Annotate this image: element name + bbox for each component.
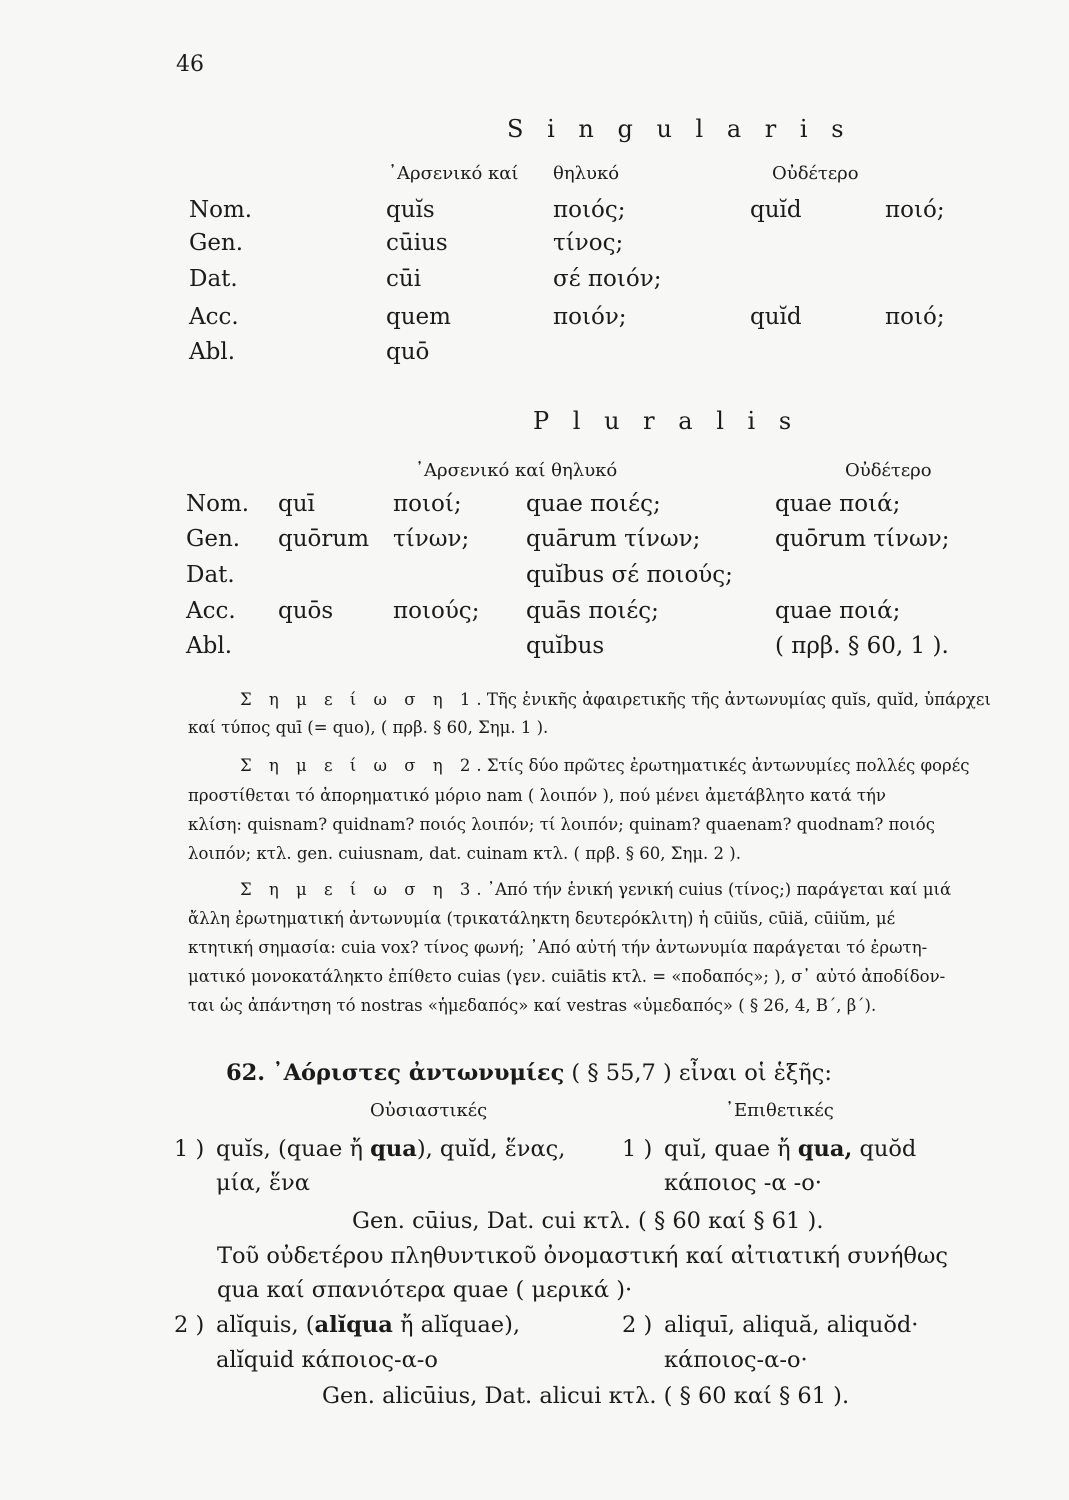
note-2-line: λοιπόν; κτλ. gen. cuiusnam, dat. cuinam κτλ. ( πρβ. § 60, Σημ. 2 ). [188,844,741,863]
greek-form: ποιόν; [553,304,627,330]
pluralis-heading: P l u r a l i s [533,407,800,435]
neut-form: ( πρβ. § 60, 1 ). [775,633,949,659]
neut-latin-form: quĭd [750,197,802,223]
singularis-col-neut: Οὐδέτερο [772,163,859,184]
latin-form: cūius [386,230,448,256]
note-1-text: . Τῆς ἑνικῆς ἀφαιρετικῆς τῆς ἀντωνυμίας quĭs, quĭd, ὑπάρχει [476,690,991,709]
note-3-line: ματικό μονοκατάληκτο ἐπίθετο cuias (γεν. cuiātis κτλ. = «ποδαπός»; ), σ᾿ αὐτό ἀποδίδον- [188,967,946,986]
latin-form: cūi [386,266,422,292]
page-number: 46 [176,52,204,77]
item-text: alĭquid κάποιος-α-ο [216,1347,438,1373]
item-text: quĭ, quae ἤ qua, quŏd [664,1136,917,1162]
case-label: Acc. [186,598,236,624]
section-ref: ( § 55,7 ) εἶναι οἱ ἑξῆς: [571,1060,832,1086]
note-2-label: Σ η μ ε ί ω σ η 2 [240,756,477,775]
note-2-line: κλίση: quisnam? quidnam? ποιός λοιπόν; τί λοιπόν; quinam? quaenam? quodnam? ποιός [188,815,935,834]
neut-form: quae ποιά; [775,598,901,624]
neut-form: quae ποιά; [775,491,901,517]
case-label: Acc. [189,304,239,330]
item-number: 1 ) [622,1136,653,1162]
item-number: 2 ) [622,1312,653,1338]
item-number: 2 ) [174,1312,205,1338]
pluralis-col-masc-fem: ᾿Αρσενικό καί θηλυκό [415,460,618,481]
item-text: alĭquis, (alĭqua ἤ alĭquae), [216,1312,521,1338]
fem-form: quĭbus [526,633,605,659]
case-label: Dat. [186,562,235,588]
latin-form: quem [386,304,451,330]
item-number: 1 ) [174,1136,205,1162]
latin-form: quĭs [386,197,435,223]
neut-latin-form: quĭd [750,304,802,330]
neut-greek-form: ποιό; [885,197,945,223]
item-text: μία, ἕνα [216,1170,310,1196]
case-label: Abl. [189,339,235,365]
neut-form: quōrum τίνων; [775,526,950,552]
note-3-line: ται ὡς ἀπάντηση τό nostras «ἡμεδαπός» καί vestras «ὑμεδαπός» ( § 26, 4, Β΄, β΄). [188,996,877,1015]
masc-latin-form: quōs [278,598,334,624]
fem-form: quārum τίνων; [526,526,701,552]
item-text: quĭs, (quae ἤ qua), quĭd, ἕνας, [216,1136,566,1162]
note-3-text: . ᾿Από τήν ἑνική γενική cuius (τίνος;) παράγεται καί μιά [476,880,952,899]
case-label: Nom. [189,197,253,223]
case-label: Dat. [189,266,238,292]
col-adjective: ᾿Επιθετικές [725,1100,834,1121]
note-1-label: Σ η μ ε ί ω σ η 1 [240,690,477,709]
section-title: ᾿Αόριστες ἀντωνυμίες [272,1060,565,1086]
note-2-text: . Στίς δύο πρῶτες ἐρωτηματικές ἀντωνυμίες πολλές φορές [476,756,970,775]
greek-form: τίνος; [553,230,624,256]
singularis-col-masc: ᾿Αρσενικό καί [388,163,519,184]
item-text: κάποιος -α -ο· [664,1170,822,1196]
paragraph-line: qua καί σπανιότερα quae ( μερικά )· [217,1277,633,1303]
item-text: aliquī, aliquă, aliquŏd· [664,1312,919,1338]
masc-latin-form: quōrum [278,526,370,552]
note-2-line: προστίθεται τό ἀπορηματικό μόριο nam ( λοιπόν ), πού μένει ἀμετάβλητο κατά τήν [188,786,886,805]
item-1-genitive: Gen. cūius, Dat. cui κτλ. ( § 60 καί § 61 ). [352,1208,824,1234]
greek-form: ποιός; [553,197,626,223]
fem-form: quās ποιές; [526,598,659,624]
case-label: Abl. [186,633,232,659]
note-1-line: καί τύπος quī (= quo), ( πρβ. § 60, Σημ. 1 ). [188,718,549,737]
masc-greek-form: ποιούς; [393,598,480,624]
singularis-col-fem: θηλυκό [553,163,620,184]
note-3-line: κτητική σημασία: cuia vox? τίνος φωνή; ᾿Από αὐτή τήν ἀντωνυμία παράγεται τό ἐρωτη- [188,938,928,957]
paragraph-line: Τοῦ οὐδετέρου πληθυντικοῦ ὀνομαστική καί αἰτιατική συνήθως [217,1243,948,1269]
masc-latin-form: quī [278,491,315,517]
section-62-heading [226,1060,832,1086]
fem-form: quĭbus σέ ποιούς; [526,562,733,588]
item-2-genitive: Gen. alicūius, Dat. alicui κτλ. ( § 60 καί § 61 ). [322,1383,850,1409]
item-text: κάποιος-α-ο· [664,1347,808,1373]
latin-form: quō [386,339,430,365]
case-label: Gen. [186,526,241,552]
col-substantive: Οὐσιαστικές [370,1100,488,1121]
pluralis-col-neut: Οὐδέτερο [845,460,932,481]
case-label: Gen. [189,230,244,256]
neut-greek-form: ποιό; [885,304,945,330]
masc-greek-form: ποιοί; [393,491,462,517]
note-3-line: ἄλλη ἐρωτηματική ἀντωνυμία (τρικατάληκτη δευτερόκλιτη) ἡ cūiŭs, cūiă, cūiŭm, μέ [188,909,896,928]
singularis-heading: S i n g u l a r i s [507,115,852,143]
masc-greek-form: τίνων; [393,526,470,552]
greek-form: σέ ποιόν; [553,266,662,292]
note-3-label: Σ η μ ε ί ω σ η 3 [240,880,477,899]
fem-form: quae ποιές; [526,491,661,517]
case-label: Nom. [186,491,250,517]
section-number: 62. [226,1060,266,1086]
